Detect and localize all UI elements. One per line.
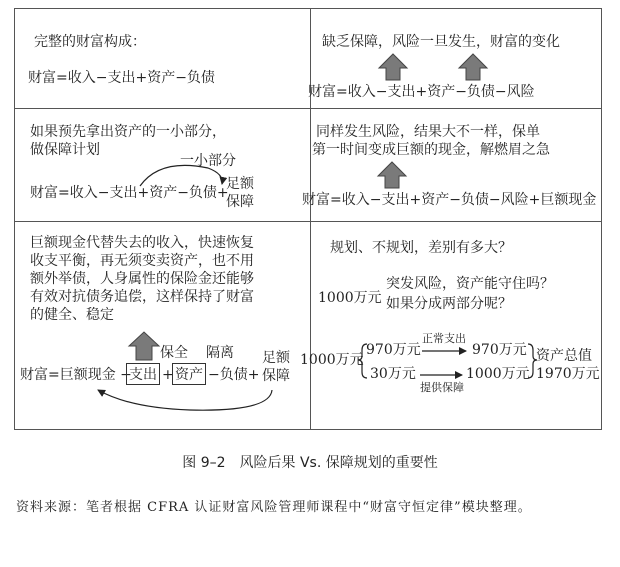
- cell5-line5: 的健全、稳定: [30, 307, 114, 323]
- cell6-sum-value: 1970万元: [536, 366, 600, 382]
- cell6-right-brace: [528, 344, 537, 378]
- figure-caption: 图 9–2 风险后果 Vs. 保障规划的重要性: [182, 455, 438, 471]
- cell6-sum-label: 资产总值: [536, 348, 592, 364]
- cell6-q2: 如果分成两部分呢？: [386, 296, 512, 312]
- up-arrow-expense-icon: [459, 54, 487, 80]
- up-arrow-income-icon: [379, 54, 407, 80]
- cell5-line2: 收支平衡，再无须变卖资产，也不用: [30, 253, 254, 269]
- cell6-question: 规划、不规划，差别有多大？: [330, 240, 512, 256]
- cell6-part1: 970万元: [366, 342, 421, 358]
- cell4-formula: 财富=收入−支出+资产−负债−风险+巨额现金: [302, 192, 597, 208]
- figure-source: 资料来源：笔者根据 CFRA 认证财富风险管理师课程中“财富守恒定律”模块整理。: [16, 500, 532, 515]
- cell3-add-line1: 足额: [226, 176, 254, 192]
- cell6-left-brace: [358, 344, 367, 378]
- cell5-formula-rest: −负债+: [208, 367, 260, 383]
- cell6-arrow1-label: 正常支出: [422, 332, 466, 345]
- cell5-line1: 巨额现金代替失去的收入，快速恢复: [30, 235, 254, 251]
- cell5-label-protect: 保全: [160, 345, 188, 361]
- cell3-arc-arrow: [140, 165, 222, 186]
- cell6-part2: 30万元: [370, 366, 416, 382]
- cell3-line1: 如果预先拿出资产的一小部分，: [30, 124, 226, 140]
- cell6-amount: 1000万元: [318, 290, 382, 306]
- cell5-return-arrow: [98, 390, 272, 410]
- cell3-line2: 做保障计划: [30, 142, 100, 158]
- cell5-formula-plus: +: [162, 367, 174, 383]
- cell3-add-line2: 保障: [226, 194, 254, 210]
- cell4-line2: 第一时间变成巨额的现金，解燃眉之急: [312, 142, 550, 158]
- cell5-line3: 额外举债，人身属性的保险金还能够: [30, 271, 254, 287]
- cell5-formula-expense: 支出: [129, 367, 157, 383]
- cell1-title: 完整的财富构成：: [34, 34, 146, 50]
- cell4-line1: 同样发生风险，结果大不一样，保单: [316, 124, 540, 140]
- cell6-result2: 1000万元: [466, 366, 530, 382]
- cell6-arrow2-label: 提供保障: [420, 381, 464, 394]
- cell1-formula: 财富=收入−支出+资产−负债: [28, 70, 215, 86]
- cell5-label-isolate: 隔离: [206, 345, 234, 361]
- cell5-formula-asset: 资产: [175, 367, 203, 383]
- up-arrow-protect-icon: [129, 332, 159, 360]
- cell5-add-line1: 足额: [262, 350, 290, 366]
- up-arrow-expense-c4-icon: [378, 162, 406, 188]
- cell2-title: 缺乏保障，风险一旦发生，财富的变化: [322, 34, 560, 50]
- cell6-result1: 970万元: [472, 342, 527, 358]
- cell5-line4: 有效对抗债务追偿，这样保持了财富: [30, 289, 254, 305]
- cell6-q1: 突发风险，资产能守住吗？: [386, 276, 554, 292]
- cell5-add-line2: 保障: [262, 368, 290, 384]
- cell2-formula: 财富=收入−支出+资产−负债−风险: [308, 84, 535, 100]
- cell5-formula-prefix: 财富=巨额现金 −: [20, 367, 132, 383]
- cell6-total: 1000万元: [300, 352, 364, 368]
- cell3-arc-label: 一小部分: [180, 153, 236, 169]
- cell3-formula: 财富=收入−支出+资产−负债+: [30, 185, 229, 201]
